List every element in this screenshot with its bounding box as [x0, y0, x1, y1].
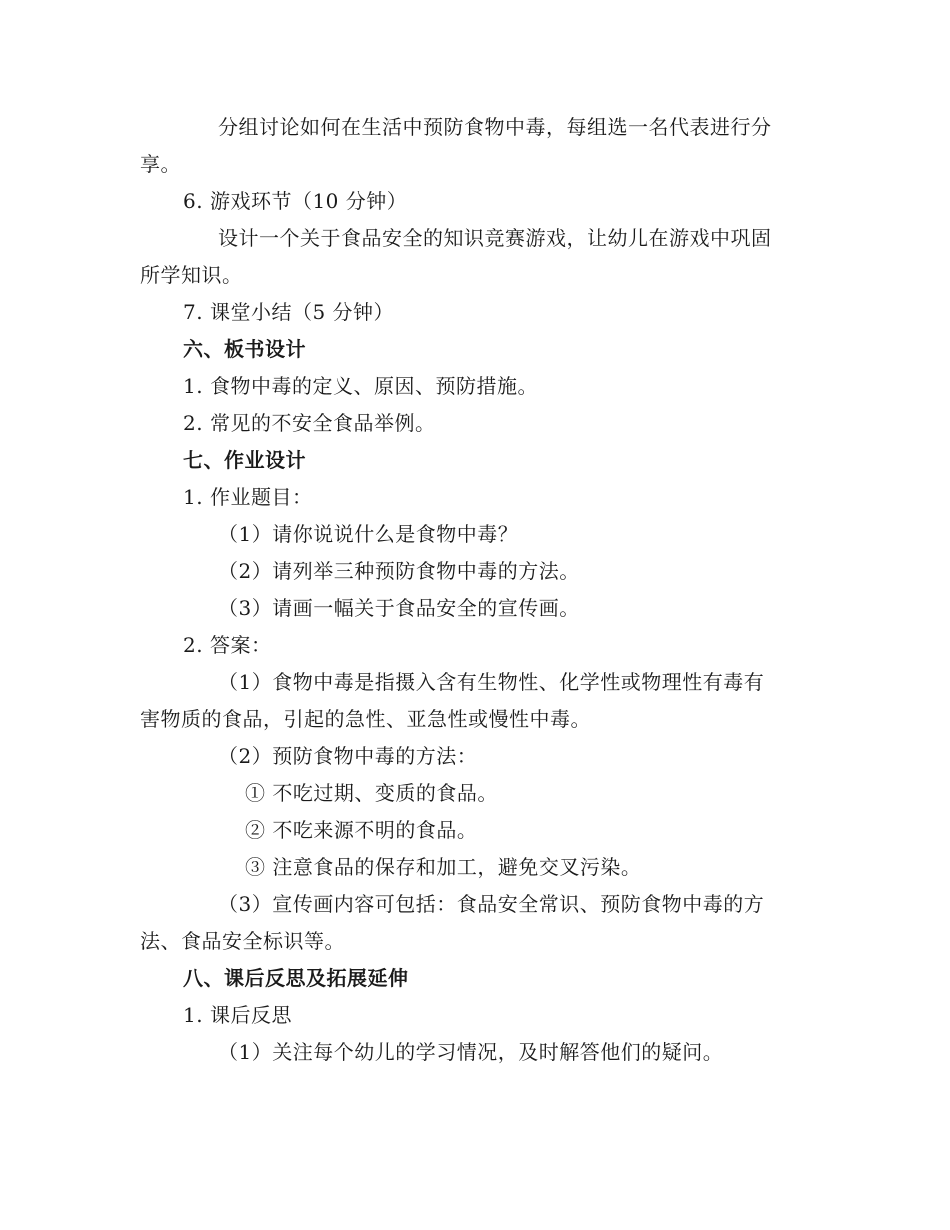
sub-list-item: （2）请列举三种预防食物中毒的方法。	[218, 559, 580, 583]
sub-list-item: （2）预防食物中毒的方法：	[218, 744, 478, 768]
list-item: 1. 食物中毒的定义、原因、预防措施。	[183, 374, 538, 398]
sub-list-item: （1）食物中毒是指摄入含有生物性、化学性或物理性有毒有	[218, 670, 765, 694]
list-item: 6. 游戏环节（10 分钟）	[183, 189, 408, 213]
sub-list-item: （3）请画一幅关于食品安全的宣传画。	[218, 596, 580, 620]
list-item: 1. 作业题目：	[183, 485, 313, 509]
list-item: 7. 课堂小结（5 分钟）	[183, 300, 395, 324]
paragraph-line: 害物质的食品，引起的急性、亚急性或慢性中毒。	[140, 707, 591, 731]
sub-list-item: （1）关注每个幼儿的学习情况，及时解答他们的疑问。	[218, 1040, 724, 1064]
section-heading: 七、作业设计	[183, 448, 306, 472]
list-item: 1. 课后反思	[183, 1003, 292, 1027]
paragraph-line: 分组讨论如何在生活中预防食物中毒，每组选一名代表进行分	[218, 115, 772, 139]
paragraph-line: 设计一个关于食品安全的知识竞赛游戏，让幼儿在游戏中巩固	[218, 226, 772, 250]
section-heading: 六、板书设计	[183, 337, 306, 361]
numbered-point: ① 不吃过期、变质的食品。	[245, 781, 498, 805]
list-item: 2. 常见的不安全食品举例。	[183, 411, 436, 435]
numbered-point: ② 不吃来源不明的食品。	[245, 818, 478, 842]
paragraph-line: 享。	[140, 152, 181, 176]
section-heading: 八、课后反思及拓展延伸	[183, 966, 409, 990]
sub-list-item: （3）宣传画内容可包括：食品安全常识、预防食物中毒的方	[218, 892, 765, 916]
numbered-point: ③ 注意食品的保存和加工，避免交叉污染。	[245, 855, 642, 879]
list-item: 2. 答案：	[183, 633, 272, 657]
paragraph-line: 所学知识。	[140, 263, 243, 287]
paragraph-line: 法、食品安全标识等。	[140, 929, 345, 953]
sub-list-item: （1）请你说说什么是食物中毒？	[218, 522, 519, 546]
